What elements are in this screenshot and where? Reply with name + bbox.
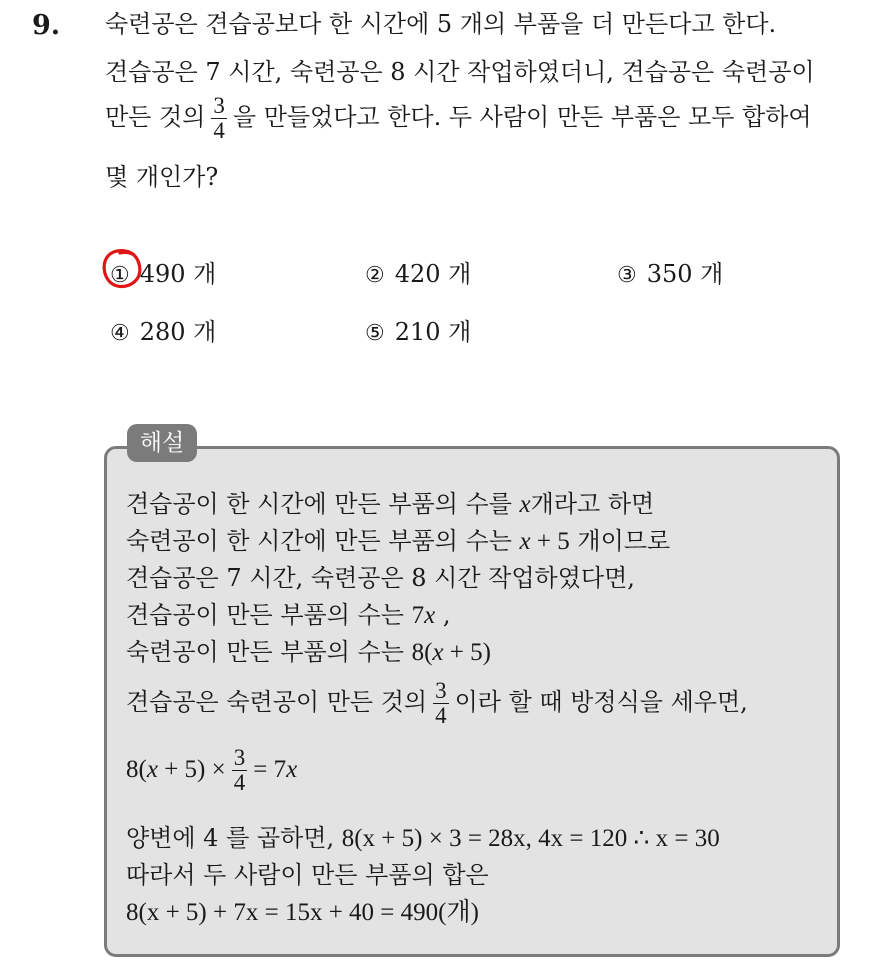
choice-4-mark: ④ xyxy=(110,321,130,346)
fraction-denominator: 4 xyxy=(435,703,447,729)
answer-choices xyxy=(0,0,884,360)
solution-line-7 xyxy=(126,746,297,795)
solution-line-5 xyxy=(126,632,491,667)
solution-line-2 xyxy=(126,521,670,556)
solution-line-10: 8(x + 5) + 7x = 15x + 40 = 490(개) xyxy=(126,899,479,926)
choice-4-text: 280 개 xyxy=(139,318,217,346)
solution-line-9: 따라서 두 사람이 만든 부품의 합은 xyxy=(126,861,489,889)
question-line-2: 견습공은 7 시간, 숙련공은 8 시간 작업하였더니, 견습공은 숙련공이 xyxy=(105,58,815,86)
choice-5[interactable] xyxy=(365,312,471,347)
solution-line-6-fraction xyxy=(433,679,449,728)
solution-line-5-math xyxy=(412,639,491,666)
solution-line-3: 견습공은 7 시간, 숙련공은 8 시간 작업하였다면, xyxy=(126,564,635,592)
solution-line-8-a: 양변에 4 를 곱하면, xyxy=(126,824,335,852)
solution-line-5-a: 숙련공이 만든 부품의 수는 xyxy=(126,638,404,666)
plus-five-times: + 5) × xyxy=(164,756,226,784)
fraction-numerator: 3 xyxy=(213,93,225,118)
choice-2-text: 420 개 xyxy=(394,260,472,288)
solution-line-2-math xyxy=(520,528,570,555)
coefficient-seven: 7 xyxy=(411,602,425,629)
solution-line-2-a: 숙련공이 한 시간에 만든 부품의 수는 xyxy=(126,527,512,555)
solution-line-6-a: 견습공은 숙련공이 만든 것의 xyxy=(126,688,428,717)
solution-line-1-a: 견습공이 한 시간에 만든 부품의 수를 xyxy=(126,490,512,518)
solution-line-8-math: 8(x + 5) × 3 = 28x, 4x = 120 ∴ x = 30 xyxy=(341,825,720,852)
solution-line-6-b: 이라 할 때 방정식을 세우면, xyxy=(454,688,748,717)
solution-line-1-var xyxy=(520,491,531,518)
choice-4[interactable] xyxy=(110,312,216,347)
solution-line-2-b: 개이므로 xyxy=(577,527,671,555)
choice-3-mark: ③ xyxy=(617,263,637,288)
variable-x: x xyxy=(432,639,444,666)
variable-x: x xyxy=(146,756,158,784)
solution-line-7-fraction xyxy=(232,746,248,795)
solution-line-4-b: , xyxy=(442,601,451,629)
solution-line-4-a: 견습공이 만든 부품의 수는 xyxy=(126,601,404,629)
plus-five-paren: + 5) xyxy=(449,639,491,666)
solution-line-7-math xyxy=(126,756,226,783)
question-line-1: 숙련공은 견습공보다 한 시간에 5 개의 부품을 더 만든다고 한다. xyxy=(105,10,777,38)
eight-paren: 8( xyxy=(411,639,433,666)
solution-line-8 xyxy=(126,818,720,853)
question-line-3-before: 만든 것의 xyxy=(105,103,206,132)
question-line-3-after: 을 만들었다고 한다. 두 사람이 만든 부품은 모두 합하여 xyxy=(232,103,812,132)
answer-circle-mark xyxy=(100,246,144,290)
plus-five: + 5 xyxy=(536,528,570,555)
choice-5-mark: ⑤ xyxy=(365,321,385,346)
choice-1-mark: ① xyxy=(110,263,130,288)
question-number: 9. xyxy=(32,10,61,41)
variable-x: x xyxy=(424,602,436,629)
solution-line-4-math xyxy=(412,602,436,629)
solution-line-1 xyxy=(126,484,654,519)
equals-seven: = 7 xyxy=(253,756,287,784)
solution-tag: 해설 xyxy=(127,424,197,462)
choice-1-text: 490 개 xyxy=(139,260,217,288)
variable-x: x xyxy=(519,528,531,555)
choice-2[interactable] xyxy=(365,254,471,289)
solution-line-7-rhs xyxy=(253,756,297,783)
choice-3-text: 350 개 xyxy=(646,260,724,288)
variable-x: x xyxy=(286,756,298,784)
choice-5-text: 210 개 xyxy=(394,318,472,346)
choice-3[interactable] xyxy=(617,254,723,289)
eight-paren: 8( xyxy=(126,756,147,784)
fraction-numerator: 3 xyxy=(435,678,447,703)
question-line-4: 몇 개인가? xyxy=(105,163,219,191)
fraction-numerator: 3 xyxy=(233,745,246,770)
fraction-denominator: 4 xyxy=(233,770,246,796)
variable-x: x xyxy=(519,491,531,518)
solution-line-4 xyxy=(126,595,450,630)
fraction-denominator: 4 xyxy=(213,118,225,144)
solution-line-1-b: 개라고 하면 xyxy=(530,490,655,518)
choice-2-mark: ② xyxy=(365,263,385,288)
solution-line-6 xyxy=(126,679,748,728)
